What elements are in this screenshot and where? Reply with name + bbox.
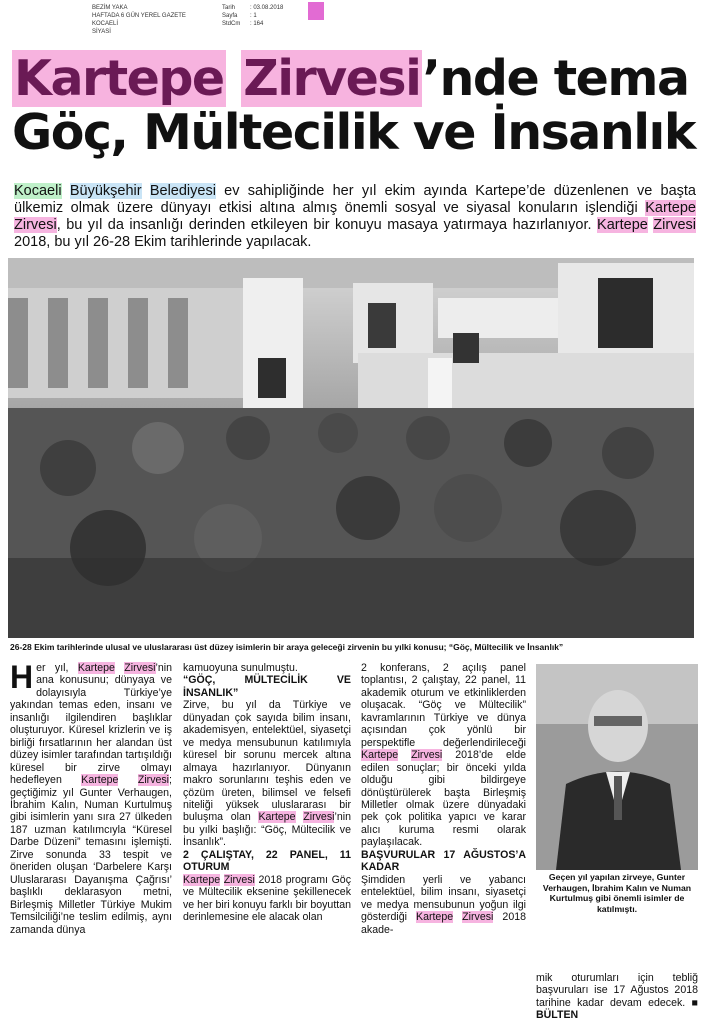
col2-text-c: ’nin bu yılki başlığı: “Göç, Mültecilik ve İnsanlık”. [183, 811, 351, 849]
col1-hl-zirvesi-2: Zirvesi [137, 774, 170, 787]
col3-hl-zirvesi-1: Zirvesi [411, 749, 443, 762]
article-column-3 [361, 662, 526, 936]
headline-line-1 [12, 52, 702, 106]
col3-text-c: Şimdiden yerli ve yabancı entelektüel, bilim insanı, siyasetçi ve medya mensubunun yoğun ilgi gösterdiği [361, 873, 526, 924]
col3-hl-zirvesi-2: Zirvesi [462, 911, 494, 924]
col1-text-c: ; geçtiğimiz yıl Gunter Verhaugen, İbrahim Kalın, Numan Kurtulmuş gibi isimlerin yanı sıra 27 ülkeden 187 uzman katılımcıyla “Küresel Darbe Düzeni” temasını işlemişti. Zirve sonunda 33 tespit ve öneriden oluşan ‘Darbelere Karşı Uluslararası Dayanışma Çağrısı’ başlıklı deklarasyon metni, Birleşmiş Milletler Türkiye Mukim Temsilciliği’ne teslim edilmiş, aynı zamanda dünya [10, 774, 172, 936]
col3-hl-kartepe-1: Kartepe [361, 749, 399, 762]
lead-hl-belediyesi: Belediyesi [149, 183, 216, 199]
lead-text-2: , bu yıl da insanlığı derinden etkileyen bir konuyu masaya yatırmaya hazırlanıyor. [56, 217, 598, 233]
col1-text-b: ’nin ana konusunu; dünyaya ve dolayısıyla Türkiye’ye yakından temas eden, insanı ve insanlığı ilgilendiren başlıklar oluşturuyor. Küresel krizlerin ve iş birliği fırsatlarının her alandan üst düzey isimler tarafından tartışıldığı küresel bir zirve olmayı hedefleyen [10, 662, 172, 787]
col2-hl-zirvesi-1: Zirvesi [303, 811, 335, 824]
lead-text-1: ev sahipliğinde her yıl ekim ayında Kartepe’de düzenlenen ve başta ülkemiz olmak üzere dünyayı etkisi altına almış önemli sosyal ve siyasal konuların işlendiği [14, 183, 696, 216]
headline-highlight-kartepe: Kartepe [14, 50, 224, 107]
headline-line-1-rest: ’nde tema [422, 50, 689, 107]
lead-hl-kartepe-2: Kartepe [597, 217, 648, 233]
meta-frequency: HAFTADA 6 GÜN YEREL GAZETE [92, 13, 186, 19]
col2-text-a: kamuoyuna sunulmuştu. [183, 662, 298, 674]
headline-highlight-zirvesi: Zirvesi [243, 50, 421, 107]
lead-text-3: 2018, bu yıl 26-28 Ekim tarihlerinde yapılacak. [14, 234, 312, 250]
conference-hall-photo [8, 258, 694, 638]
lead-paragraph [14, 183, 696, 251]
col3-text-b: 2018’de elde edilen sonuçlar; bir önceki yılda olduğu gibi bildirgeye dönüştürülerek başta Birleşmiş Milletler olmak üzere dünyadaki pek çok politika yapıcı ve karar alıcı kuruma resmi olarak paylaşılacak. [361, 749, 526, 849]
meta-page: 1 [253, 13, 257, 19]
col1-hl-kartepe-1: Kartepe [77, 662, 115, 674]
meta-area-label: StdCm [222, 21, 241, 27]
article-column-2 [183, 662, 351, 924]
speaker-photo-illustration [536, 664, 698, 870]
clipping-meta-right: Tarih : 03.08.2018 Sayfa : 1 StdCm : 164 [222, 5, 284, 27]
col2-hl-zirvesi-2: Zirvesi [223, 873, 255, 886]
speaker-photo [536, 664, 698, 870]
headline-line-2: Göç, Mültecilik ve İnsanlık [12, 104, 695, 161]
col1-text-a: er yıl, [36, 662, 78, 674]
dropcap: H [10, 659, 34, 695]
lead-hl-kocaeli: Kocaeli [14, 183, 62, 199]
article-column-1 [10, 659, 172, 936]
meta-publication: BEZİM YAKA [92, 5, 128, 11]
col3-text-a: 2 konferans, 2 açılış panel toplantısı, 2 çalıştay, 22 panel, 11 akademik oturum ve etkinliklerden oluşacak. “Göç ve Mültecilik” kavramlarının Türkiye ve dünya açısından çok yönlü bir perspektifle değerlendirileceği [361, 662, 526, 749]
col2-hl-kartepe-1: Kartepe [258, 811, 296, 824]
lead-hl-kartepe-1: Kartepe [645, 200, 696, 216]
meta-area: 164 [253, 21, 264, 27]
col3-hl-kartepe-2: Kartepe [416, 911, 454, 924]
headline [12, 52, 702, 160]
col4-text-a: mik oturumları için tebliğ başvuruları ise 17 Ağustos 2018 tarihine kadar devam edecek. [536, 972, 698, 1009]
subheading-calistay: 2 ÇALIŞTAY, 22 PANEL, 11 OTURUM [183, 848, 351, 874]
meta-page-label: Sayfa [222, 13, 238, 19]
col1-hl-zirvesi-1: Zirvesi [124, 662, 156, 674]
lead-hl-zirvesi-1: Zirvesi [14, 217, 57, 233]
col2-text-b: Zirve, bu yıl da Türkiye ve dünyadan çok sayıda bilim insanı, akademisyen, entelektüel, siyasetçi ve medya mensubunun katılımıyla küresel bir sorunu mercek altına almaya hazırlanıyor. Dünyanın makro sorunlarını teşhis eden ve çözüm üreten, bilimsel ve felsefi niteliği yüksek uluslararası bir buluşma olan [183, 699, 351, 824]
clipping-tag-marker [308, 2, 324, 20]
meta-section: SİYASİ [92, 29, 111, 35]
speaker-photo-caption: Geçen yıl yapılan zirveye, Gunter Verhaugen, İbrahim Kalın ve Numan Kurtulmuş gibi önemli isimler de katılmıştı. [542, 872, 692, 914]
conference-photo-illustration [8, 258, 694, 638]
col2-text-d: 2018 programı Göç ve Mültecilik eksenine şekillenecek ve her biri konuyu farklı bir boyuttan derinlemesine ele alacak olan [183, 873, 351, 924]
subheading-goc-multecilik: “GÖÇ, MÜLTECİLİK VE İNSANLIK” [183, 674, 351, 699]
article-column-4 [536, 972, 698, 1022]
signoff: ■ BÜLTEN [536, 996, 698, 1022]
meta-city: KOCAELİ [92, 21, 119, 27]
subheading-basvurular: BAŞVURULAR 17 AĞUSTOS’A KADAR [361, 848, 526, 874]
col1-hl-kartepe-2: Kartepe [81, 774, 119, 787]
clipping-meta-left [92, 4, 186, 36]
lead-hl-buyuksehir: Büyükşehir [69, 183, 142, 199]
meta-date: 03.08.2018 [253, 5, 284, 11]
lead-hl-zirvesi-2: Zirvesi [653, 217, 696, 233]
col2-hl-kartepe-2: Kartepe [183, 873, 221, 886]
photo-caption: 26-28 Ekim tarihlerinde ulusal ve uluslararası üst düzey isimlerin bir araya geleceği zirvenin bu yılki konusu; “Göç, Mültecilik ve İnsanlık” [10, 642, 564, 652]
meta-date-label: Tarih [222, 5, 236, 11]
col3-text-d: 2018 akade- [361, 911, 526, 936]
